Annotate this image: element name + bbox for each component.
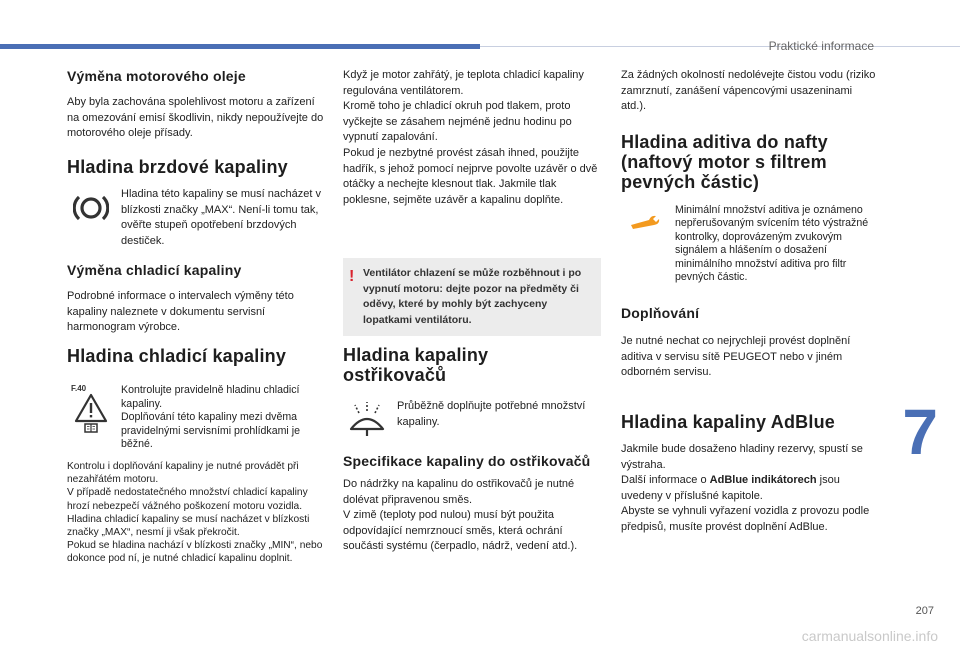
refill-text: Je nutné nechat co nejrychleji provést doplnění aditiva v servisu sítě PEUGEOT nebo v jiném odborném servisu. xyxy=(621,335,851,379)
header-rule xyxy=(480,46,960,47)
cleanliness-block xyxy=(621,68,879,115)
adblue-text-2 xyxy=(621,473,879,504)
brake-warning-icon xyxy=(67,187,115,223)
oil-title: Výměna motorového oleje xyxy=(67,68,246,84)
coolant-change-section xyxy=(67,262,325,336)
coolant-level-intro: Kontrolujte pravidelně hladinu chladicí kapaliny. Doplňování této kapaliny mezi dvěma pravidelnými servisními prohlídkami je běžné. xyxy=(121,384,300,451)
refill-title: Doplňování xyxy=(621,305,700,321)
coolant-level-section xyxy=(67,346,325,566)
hot-engine-block xyxy=(343,68,601,208)
watermark: carmanualsonline.info xyxy=(801,628,938,644)
adblue-indicators-ref: AdBlue indikátorech xyxy=(709,474,817,487)
coolant-level-title: Hladina chladicí kapaliny xyxy=(67,346,287,366)
adblue-text-2-post: jsou uvedeny v příslušné kapitole. xyxy=(621,474,840,502)
brake-text: Hladina této kapaliny se musí nacházet v blízkosti značky „MAX“. Není-li tomu tak, ověřte stupeň opotřebení brzdových destiček. xyxy=(121,188,321,247)
adblue-text-1: Jakmile bude dosaženo hladiny rezervy, spustí se výstraha. xyxy=(621,443,863,471)
oil-text: Aby byla zachována spolehlivost motoru a zařízení na omezování emisí škodlivin, nikdy nepoužívejte do motorového oleje přísady. xyxy=(67,96,324,140)
additive-section xyxy=(621,132,879,284)
chapter-number: 7 xyxy=(902,396,938,468)
coolant-level-text: Kontrolu i doplňování kapaliny je nutné provádět při nezahřátém motoru. V případě nedostatečného množství chladicí kapaliny hrozí nebezpečí vážného poškození motoru vozidla. Hladina chladicí kapaliny se musí nacházet v blízkosti značky „MAX“, nesmí ji však překročit. Pokud se hladina nachází v blízkosti značky „MIN“, nebo dokonce pod ní, je nutné chladicí kapalinu doplnit. xyxy=(67,460,323,565)
washer-section xyxy=(343,345,601,439)
fan-warning-text: Ventilátor chlazení se může rozběhnout i po vypnutí motoru: dejte pozor na předměty či oděvy, které by mohly být zachyceny lopatkami ventilátoru. xyxy=(363,267,582,326)
washer-spec-text: Do nádržky na kapalinu do ostřikovačů je nutné dolévat připravenou směs. V zimě (teploty pod nulou) musí být použita odpovídající nemrznoucí směs, která ochrání součásti systému (čerpadlo, nádrž, vedení atd.). xyxy=(343,478,578,553)
refill-section xyxy=(621,305,879,381)
hot-engine-text: Když je motor zahřátý, je teplota chladicí kapaliny regulována ventilátorem. Kromě toho je chladicí okruh pod tlakem, proto vyčkejte se zásahem nejméně jednu hodinu po vypnutí zapalování. Pokud je nezbytné provést zásah ihned, použijte hadřík, s jehož pomocí nejprve povolte uzávěr o dvě otáčky a nechejte klesnout tlak. Jakmile tlak poklesne, sejměte uzávěr a kapalinu doplňte. xyxy=(343,69,598,206)
additive-title: Hladina aditiva do nafty (naftový motor s filtrem pevných částic) xyxy=(621,132,828,192)
cleanliness-text: Za žádných okolností nedolévejte čistou vodu (riziko zamrznutí, zanášení vápencovými usazeninami atd.). xyxy=(621,69,876,113)
hot-warning-icon-caption: F.40 xyxy=(71,384,87,393)
fan-warning-box xyxy=(343,258,601,336)
wrench-icon xyxy=(621,204,669,230)
hot-warning-icon xyxy=(67,384,115,433)
warning-mark: ! xyxy=(349,268,355,285)
header-accent-bar xyxy=(0,44,480,49)
coolant-change-title: Výměna chladicí kapaliny xyxy=(67,262,242,278)
oil-section xyxy=(67,68,325,142)
additive-text: Minimální množství aditiva je oznámeno nepřerušovaným svícením této výstražné kontrolky, doprovázeným zvukovým signálem a hlášením o dosažení minimálního množství aditiva pro filtr pevných částic. xyxy=(675,204,869,284)
adblue-title: Hladina kapaliny AdBlue xyxy=(621,412,835,432)
coolant-change-text: Podrobné informace o intervalech výměny této kapaliny naleznete v dokumentu servisní harmonogram výrobce. xyxy=(67,290,294,334)
adblue-text-2-pre: Další informace o xyxy=(621,474,710,487)
brake-title: Hladina brzdové kapaliny xyxy=(67,157,288,177)
adblue-text-3: Abyste se vyhnuli vyřazení vozidla z provozu podle předpisů, musíte provést doplnění AdBlue. xyxy=(621,505,870,533)
page-number: 207 xyxy=(915,605,934,617)
washer-spec-section xyxy=(343,453,601,555)
washer-spec-title: Specifikace kapaliny do ostřikovačů xyxy=(343,453,591,469)
section-title: Praktické informace xyxy=(768,39,874,53)
washer-text: Průběžně doplňujte potřebné množství kapaliny. xyxy=(397,400,586,428)
washer-fluid-icon xyxy=(343,399,391,439)
brake-section xyxy=(67,157,325,249)
adblue-section xyxy=(621,412,879,536)
washer-title: Hladina kapaliny ostřikovačů xyxy=(343,345,489,385)
